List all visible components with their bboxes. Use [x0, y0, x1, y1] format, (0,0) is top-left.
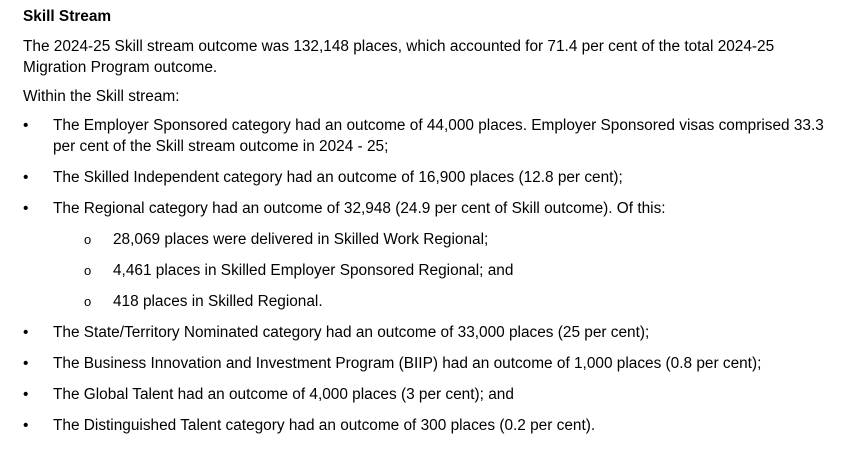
sub-list-item-text: 418 places in Skilled Regional.	[113, 293, 323, 310]
intro-paragraph: The 2024-25 Skill stream outcome was 132,148 places, which accounted for 71.4 per cent of the total 2024-25 Migration Program outcome.	[23, 38, 775, 76]
sub-list-item-text: 28,069 places were delivered in Skilled Work Regional;	[113, 231, 489, 248]
bullet-marker: •	[23, 117, 29, 134]
bullet-marker: •	[23, 324, 29, 341]
bullet-marker: •	[23, 169, 29, 186]
list-item	[23, 115, 835, 157]
list-item-text: The Employer Sponsored category had an outcome of 44,000 places. Employer Sponsored visas comprised 33.3 per cent of the Skill stream outcome in 2024 - 25;	[53, 117, 824, 155]
list-item-text: The Skilled Independent category had an outcome of 16,900 places (12.8 per cent);	[53, 169, 623, 186]
bullet-marker: •	[23, 355, 29, 372]
list-item-text: The Business Innovation and Investment Program (BIIP) had an outcome of 1,000 places (0.8 per cent);	[53, 355, 762, 372]
sub-bullet-marker: o	[84, 294, 92, 309]
sub-list	[53, 229, 835, 312]
list-item	[23, 384, 835, 405]
list-item	[23, 415, 835, 436]
sub-list-item	[53, 291, 835, 312]
list-item-text: The State/Territory Nominated category had an outcome of 33,000 places (25 per cent);	[53, 324, 650, 341]
sub-list-item	[53, 260, 835, 281]
list-item	[23, 322, 835, 343]
sub-bullet-marker: o	[84, 263, 92, 278]
bullet-marker: •	[23, 200, 29, 217]
bullet-marker: •	[23, 386, 29, 403]
sub-list-item	[53, 229, 835, 250]
document-body	[23, 6, 835, 446]
bullet-list	[23, 115, 835, 436]
list-item	[23, 353, 835, 374]
list-item-text: The Distinguished Talent category had an outcome of 300 places (0.2 per cent).	[53, 417, 596, 434]
list-item	[23, 167, 835, 188]
section-heading: Skill Stream	[23, 8, 112, 25]
list-item-text: The Regional category had an outcome of 32,948 (24.9 per cent of Skill outcome). Of this:	[53, 200, 666, 217]
sub-bullet-marker: o	[84, 232, 92, 247]
list-item-text: The Global Talent had an outcome of 4,000 places (3 per cent); and	[53, 386, 514, 403]
within-paragraph: Within the Skill stream:	[23, 88, 180, 105]
list-item	[23, 198, 835, 312]
bullet-marker: •	[23, 417, 29, 434]
sub-list-item-text: 4,461 places in Skilled Employer Sponsored Regional; and	[113, 262, 514, 279]
